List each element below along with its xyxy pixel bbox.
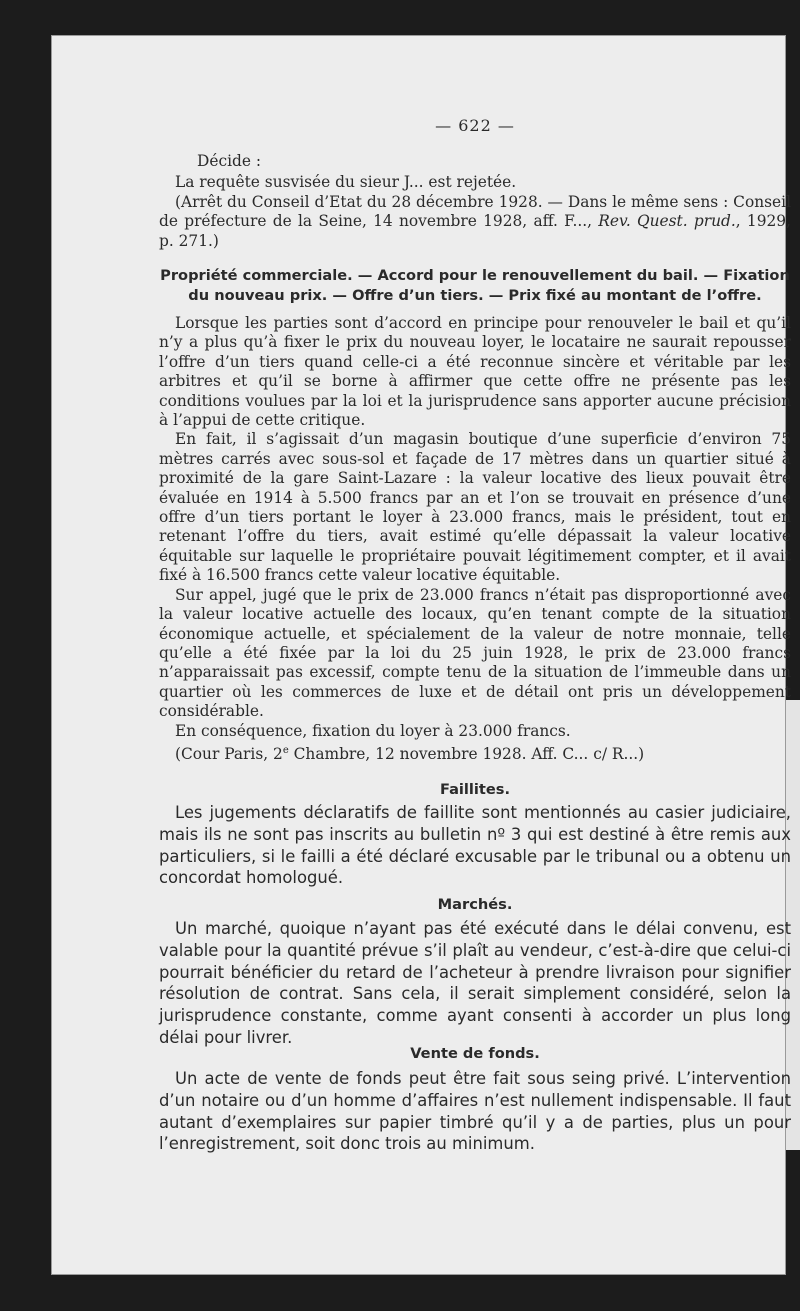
citation-end: , 1929, p. 271.) [159, 212, 791, 250]
paragraph: Lorsque les parties sont d’accord en principe pour renouveler le bail et qu’il n’y a plus qu’à fixer le prix du nouveau loyer, le locataire ne saurait repousser l’offre d’un tiers quand celle-ci a été reconnue sincère et véritable par les arbitres et qu’il se borne à affirmer que cette offre ne présente pas les conditions voulues par la loi et la jurisprudence sans apporter aucune précision à l’appui de cette critique. [159, 314, 791, 430]
court-citation: (Cour Paris, 2e Chambre, 12 novembre 1928. Aff. C... c/ R...) [175, 744, 645, 764]
citation-text: (Arrêt du Conseil d’Etat du 28 décembre 1928. — Dans le même sens : Conseil de préfecture de la Seine, 14 novembre 1928, aff. F..., [159, 192, 791, 231]
citation-paragraph [159, 193, 791, 251]
decide-label: Décide : [197, 152, 262, 170]
section-faillites-body [159, 802, 791, 889]
decision-block [159, 152, 791, 251]
paragraph: Les jugements déclaratifs de faillite sont mentionnés au casier judiciaire, mais ils ne sont pas inscrits au bulletin nº 3 qui est destiné à être remis aux particuliers, si le failli a été déclaré excusable par le tribunal ou a obtenu un concordat homologué. [159, 803, 791, 888]
paragraph: En fait, il s’agissait d’un magasin boutique d’une superficie d’environ 75 mètres carrés avec sous-sol et façade de 17 mètres dans un quartier situé à proximité de la gare Saint-Lazare : la valeur locative des lieux pouvait être évaluée en 1914 à 5.500 francs par an et l’on se trouvait en présence d’une offre d’un tiers portant le loyer à 23.000 francs, mais le président, tout en retenant l’offre du tiers, avait estimé qu’elle dépassait la valeur locative équitable sur laquelle le propriétaire pouvait légitimement compter, et il avait fixé à 16.500 francs cette valeur locative équitable. [159, 430, 791, 585]
page-number: — 622 — [435, 116, 515, 135]
decision-text: La requête susvisée du sieur J... est rejetée. [175, 173, 517, 192]
section-heading-propriete: Propriété commerciale. — Accord pour le renouvellement du bail. — Fixation du nouveau prix. — Offre d’un tiers. — Prix fixé au montant de l’offre. [160, 267, 790, 304]
section-propriete-body [159, 314, 791, 764]
section-heading-vente: Vente de fonds. [410, 1045, 540, 1062]
book-page [52, 36, 791, 1274]
section-vente-body [159, 1068, 791, 1155]
paragraph: Sur appel, jugé que le prix de 23.000 francs n’était pas disproportionné avec la valeur locative actuelle des locaux, qu’en tenant compte de la situation économique actuelle, et spécialement de la valeur de notre monnaie, telle qu’elle a été fixée par la loi du 25 juin 1928, le prix de 23.000 francs n’apparaissait pas excessif, compte tenu de la situation de l’immeuble dans un quartier où les commerces de luxe et de détail ont pris un développement considérable. [159, 585, 791, 721]
section-heading-marches: Marchés. [437, 896, 513, 913]
paragraph: Un acte de vente de fonds peut être fait sous seing privé. L’intervention d’un notaire ou d’un homme d’affaires n’est nullement indispensable. Il faut autant d’exemplaires sur papier timbré qu’il y a de parties, plus un pour l’enregistrement, soit donc trois au minimum. [159, 1069, 791, 1154]
citation-journal: Rev. Quest. prud. [598, 212, 736, 231]
paragraph: Un marché, quoique n’ayant pas été exécuté dans le délai convenu, est valable pour la quantité prévue s’il plaît au vendeur, c’est-à-dire que celui-ci pourrait bénéficier du retard de l’acheteur à prendre livraison pour signifier résolution de contrat. Sans cela, il serait simplement considéré, selon la jurisprudence constante, comme ayant consenti à accorder un plus long délai pour livrer. [159, 919, 791, 1047]
paragraph: En conséquence, fixation du loyer à 23.000 francs. [175, 721, 571, 740]
section-heading-faillites: Faillites. [439, 781, 511, 798]
section-marches-body [159, 918, 791, 1049]
